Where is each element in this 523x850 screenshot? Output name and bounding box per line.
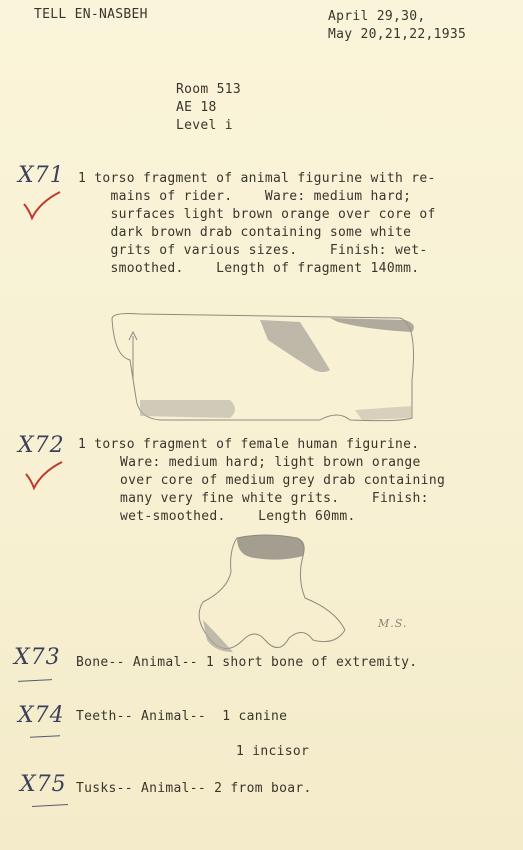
checkmark-icon	[22, 458, 66, 494]
entry-number-x71: X71	[18, 163, 65, 188]
initials: M.S.	[378, 617, 408, 630]
level: Level i	[176, 118, 233, 133]
entry-x71-line: surfaces light brown orange over core of	[78, 207, 436, 222]
underline	[18, 679, 52, 682]
entry-x71-line: dark brown drab containing some white	[78, 225, 412, 240]
entry-x72-line: 1 torso fragment of female human figurine.	[78, 437, 420, 452]
entry-x74-text: Teeth-- Animal-- 1 canine	[76, 709, 288, 724]
entry-x71-line: 1 torso fragment of animal figurine with re-	[78, 171, 436, 186]
entry-x73-text: Bone-- Animal-- 1 short bone of extremity.	[76, 655, 418, 670]
entry-x72-line: many very fine white grits. Finish:	[120, 491, 429, 506]
room-number: Room 513	[176, 82, 242, 97]
entry-x71-line: grits of various sizes. Finish: wet-	[78, 243, 428, 258]
animal-figurine-sketch	[100, 300, 430, 435]
entry-number-x72: X72	[18, 433, 65, 458]
entry-x72-line: wet-smoothed. Length 60mm.	[120, 509, 356, 524]
entry-x71-line: smoothed. Length of fragment 140mm.	[78, 261, 420, 276]
site-name: TELL EN-NASBEH	[34, 7, 148, 22]
ae-number: AE 18	[176, 100, 217, 115]
underline	[30, 735, 60, 738]
date-line-2: May 20,21,22,1935	[328, 27, 467, 42]
entry-number-x75: X75	[20, 772, 67, 797]
entry-x75-text: Tusks-- Animal-- 2 from boar.	[76, 781, 312, 796]
underline	[32, 804, 68, 807]
entry-x72-line: Ware: medium hard; light brown orange	[120, 455, 421, 470]
entry-x71-line: mains of rider. Ware: medium hard;	[78, 189, 412, 204]
entry-number-x73: X73	[14, 645, 61, 670]
female-figurine-sketch	[185, 528, 355, 663]
entry-x74-text-2: 1 incisor	[236, 744, 310, 759]
entry-number-x74: X74	[18, 703, 65, 728]
date-line-1: April 29,30,	[328, 9, 426, 24]
checkmark-icon	[20, 188, 64, 224]
entry-x72-line: over core of medium grey drab containing	[120, 473, 446, 488]
